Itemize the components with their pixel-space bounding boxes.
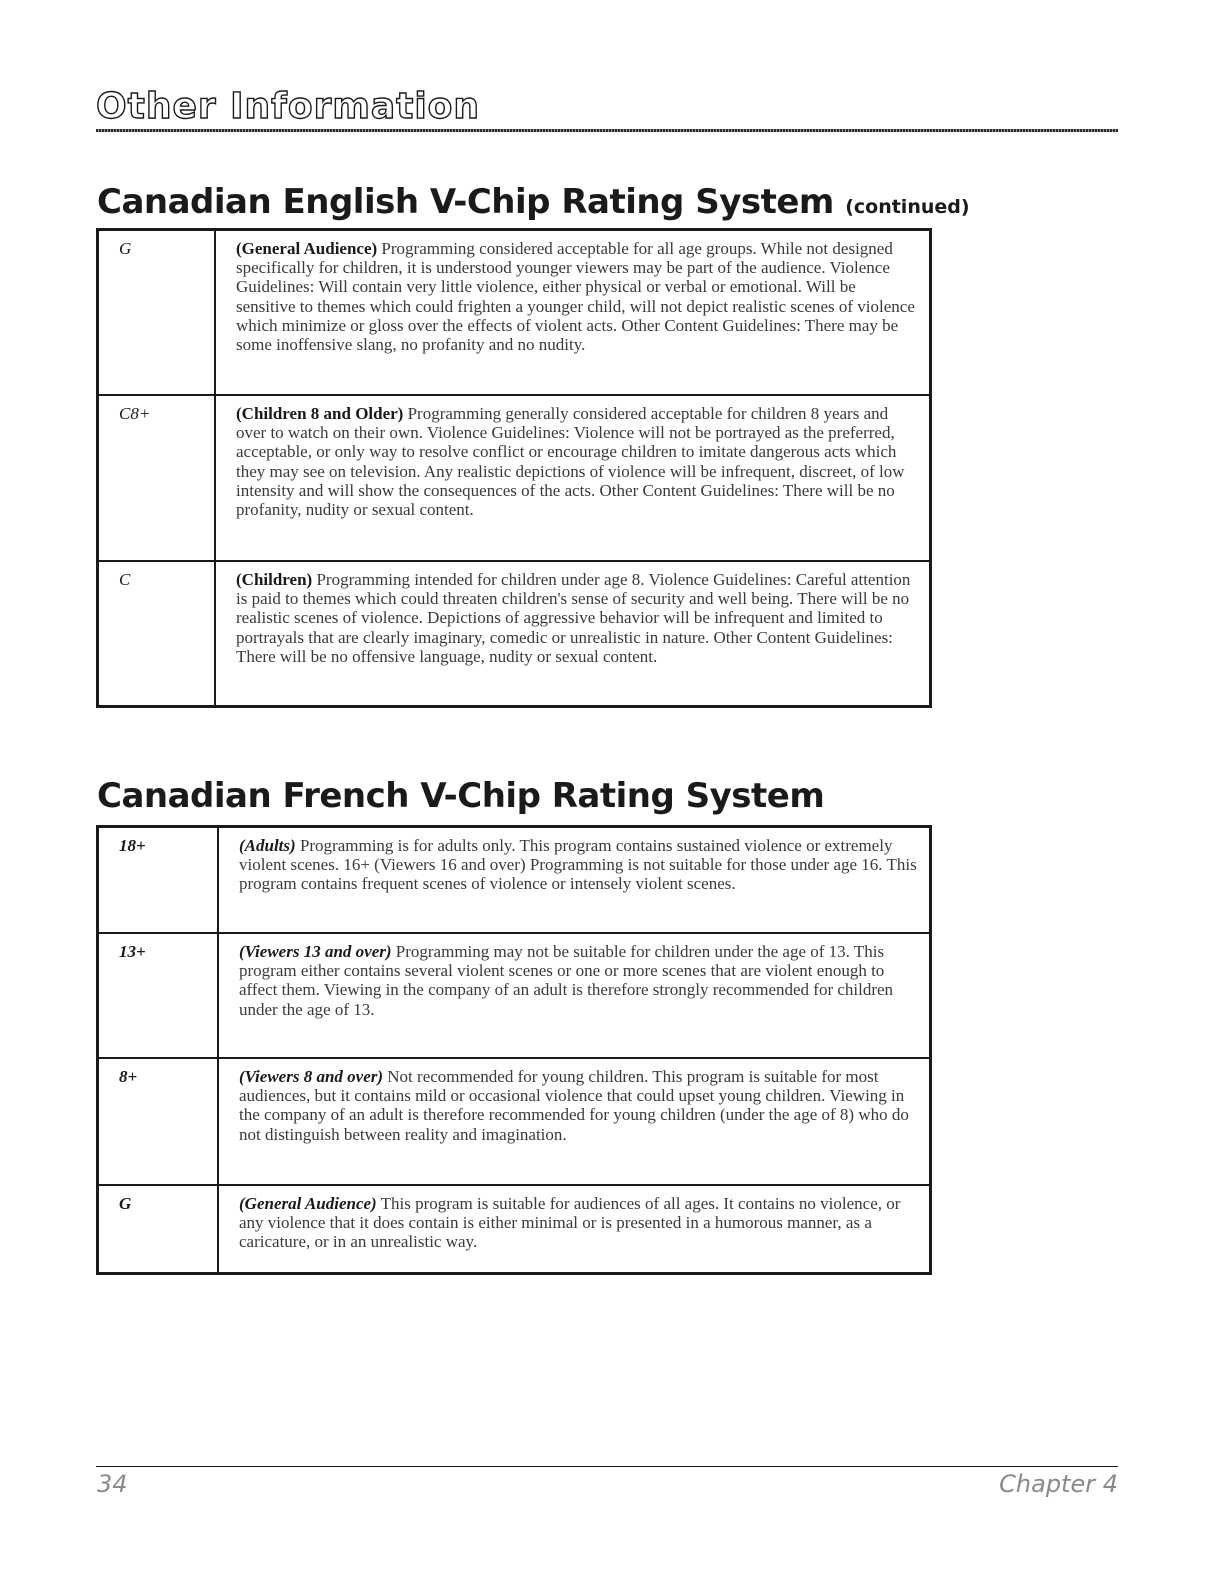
rating-description (218, 827, 931, 934)
english-title-text: Canadian English V-Chip Rating System (97, 182, 834, 222)
english-rating-table (96, 228, 932, 708)
french-rating-table (96, 825, 932, 1275)
table-row (98, 1058, 931, 1185)
table-row (98, 395, 931, 561)
rating-code: G (98, 1185, 219, 1274)
english-section-title (97, 182, 970, 222)
rating-description (215, 230, 931, 396)
rating-description (215, 395, 931, 561)
table-row (98, 827, 931, 934)
rating-term: (Viewers 13 and over) (239, 942, 392, 961)
rating-code: G (98, 230, 216, 396)
table-row (98, 561, 931, 707)
rating-term: (Adults) (239, 836, 296, 855)
footer-rule (96, 1466, 1118, 1467)
rating-term: (Children 8 and Older) (236, 404, 404, 423)
header-rule (96, 129, 1118, 132)
rating-code: C8+ (98, 395, 216, 561)
rating-text: This program is suitable for audiences of all ages. It contains no violence, or any violence that it does contain is either minimal or is presented in a humorous manner, as a caricature, or in an unrealistic way. (239, 1194, 901, 1252)
rating-term: (General Audience) (239, 1194, 377, 1213)
table-row (98, 933, 931, 1058)
english-title-suffix: (continued) (845, 196, 970, 218)
rating-code: 18+ (98, 827, 219, 934)
rating-term: (Viewers 8 and over) (239, 1067, 384, 1086)
table-row (98, 230, 931, 396)
rating-code: 13+ (98, 933, 219, 1058)
rating-text: Programming generally considered acceptable for children 8 years and over to watch on their own. Violence Guidelines: Violence will not be portrayed as the preferred, acceptable, or only way to resolve conflict or encourage children to imitate dangerous acts which they may see on television. Any realistic depictions of violence will be infrequent, discreet, of low intensity and will show the consequences of the acts. Other Content Guidelines: There will be no profanity, nudity or sexual content. (236, 404, 905, 520)
rating-description (215, 561, 931, 707)
rating-code: 8+ (98, 1058, 219, 1185)
rating-term: (General Audience) (236, 239, 378, 258)
chapter-label: Chapter 4 (999, 1470, 1118, 1498)
rating-description (218, 1058, 931, 1185)
rating-text: Not recommended for young children. This program is suitable for most audiences, but it contains mild or occasional violence that could upset young children. Viewing in the company of an adult is therefore recommended for young children (under the age of 8) who do not distinguish between reality and imagination. (239, 1067, 909, 1144)
page-header-title: Other Information (96, 86, 481, 127)
rating-text: Programming intended for children under age 8. Violence Guidelines: Careful attention is paid to themes which could threaten children's sense of security and well being. There will be no realistic scenes of violence. Depictions of aggressive behavior will be infrequent and limited to portrayals that are clearly imaginary, comedic or unrealistic in nature. Other Content Guidelines: There will be no offensive language, nudity or sexual content. (236, 570, 911, 666)
table-row (98, 1185, 931, 1274)
french-section-title: Canadian French V-Chip Rating System (97, 776, 825, 816)
rating-description (218, 1185, 931, 1274)
rating-code: C (98, 561, 216, 707)
rating-term: (Children) (236, 570, 313, 589)
rating-text: Programming is for adults only. This program contains sustained violence or extremely violent scenes. 16+ (Viewers 16 and over) Programming is not suitable for those under age 16. This program contains frequent scenes of violence or intensely violent scenes. (239, 836, 917, 894)
rating-text: Programming may not be suitable for children under the age of 13. This program either contains several violent scenes or one or more scenes that are violent enough to affect them. Viewing in the company of an adult is therefore strongly recommended for children under the age of 13. (239, 942, 894, 1019)
rating-description (218, 933, 931, 1058)
rating-text: Programming considered acceptable for all age groups. While not designed specifically for children, it is understood younger viewers may be part of the audience. Violence Guidelines: Will contain very little violence, either physical or verbal or emotional. Will be sensitive to themes which could frighten a younger child, will not depict realistic scenes of violence which minimize or gloss over the effects of violent acts. Other Content Guidelines: There may be some inoffensive slang, no profanity and no nudity. (236, 239, 915, 355)
page-number: 34 (97, 1470, 128, 1498)
